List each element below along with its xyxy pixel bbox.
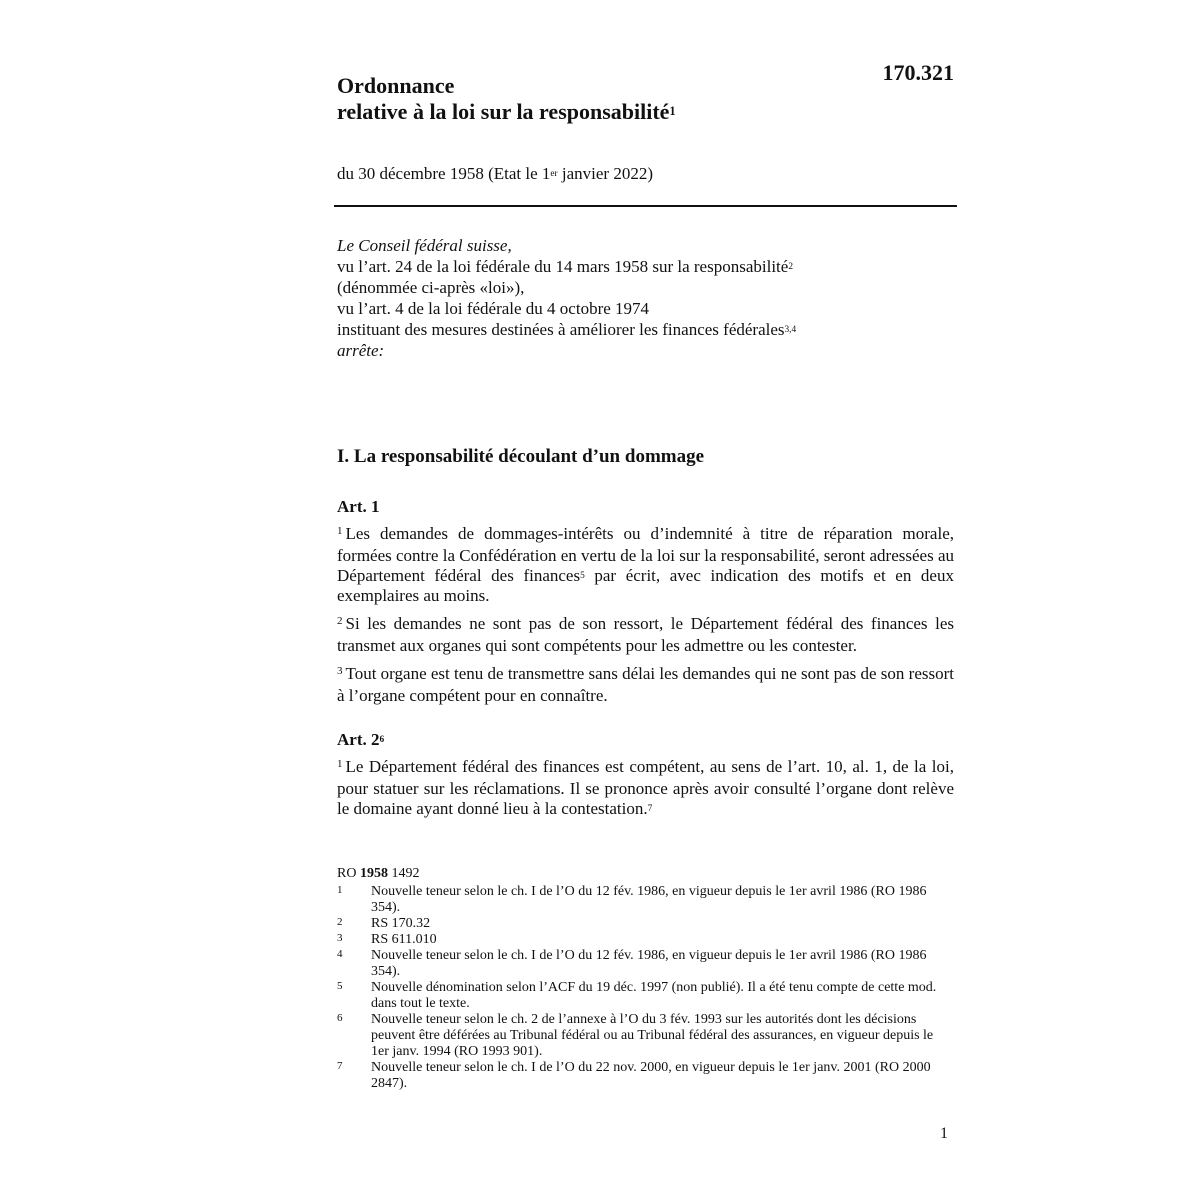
article-heading-text: Art. 2	[337, 730, 380, 749]
paragraph-number: 2	[337, 615, 343, 627]
ro-year: 1958	[359, 866, 388, 881]
article-heading	[337, 730, 954, 750]
paragraph-number: 3	[337, 665, 343, 677]
document-title	[337, 73, 837, 125]
article-heading-text: Art. 1	[337, 497, 380, 516]
paragraph-text: Les demandes de dommages-intérêts ou d’indemnité à titre de réparation morale, formées contre la Confédération en vertu de la loi sur la responsabilité, seront adressées au Département fédéral des finances	[337, 524, 954, 585]
footnote-text: Nouvelle teneur selon le ch. I de l’O du 22 nov. 2000, en vigueur depuis le 1er janv. 2001 (RO 2000 2847).	[371, 1060, 931, 1091]
article-paragraph	[337, 524, 954, 606]
footnote	[337, 1060, 954, 1092]
article-heading	[337, 497, 954, 517]
sr-number: 170.321	[882, 60, 954, 85]
article-paragraph	[337, 757, 954, 819]
footnote-number: 7	[337, 1060, 343, 1072]
footnote-ref[interactable]: 5	[580, 570, 585, 581]
preamble-line-text: vu l’art. 24 de la loi fédérale du 14 mars 1958 sur la responsabilité	[337, 257, 789, 276]
header-divider	[334, 205, 957, 207]
preamble-line	[337, 319, 957, 340]
footnote	[337, 884, 954, 916]
preamble-authority: Le Conseil fédéral suisse,	[337, 236, 512, 255]
footnote-ref[interactable]: 2	[788, 261, 793, 272]
article-1	[337, 497, 954, 714]
paragraph-text: Si les demandes ne sont pas de son ressort, le Département fédéral des finances les transmet aux organes qui sont compétents pour les admettre ou les contester.	[337, 614, 954, 655]
ro-prefix: RO	[337, 866, 360, 881]
footnote-ref[interactable]: 1	[669, 103, 676, 118]
document-date	[337, 164, 653, 184]
footnote	[337, 948, 954, 980]
preamble-line: (dénommée ci-après «loi»),	[337, 278, 525, 297]
footnote-text: Nouvelle teneur selon le ch. I de l’O du 12 fév. 1986, en vigueur depuis le 1er avril 1986 (RO 1986 354).	[371, 884, 927, 915]
footnote-text: Nouvelle dénomination selon l’ACF du 19 déc. 1997 (non publié). Il a été tenu compte de cette mod. dans tout le texte.	[371, 980, 937, 1011]
footnote-text: RS 170.32	[371, 916, 431, 931]
preamble	[337, 235, 957, 361]
article-paragraph	[337, 614, 954, 656]
footnotes	[337, 866, 954, 1092]
paragraph-text: Tout organe est tenu de transmettre sans délai les demandes qui ne sont pas de son ressort à l’organe compétent pour en connaître.	[337, 664, 954, 705]
date-suffix: janvier 2022)	[557, 164, 653, 183]
official-compilation-ref	[337, 866, 954, 882]
footnote	[337, 1012, 954, 1060]
footnote-ref[interactable]: 3,4	[784, 324, 797, 335]
page-number: 1	[940, 1125, 948, 1142]
footnote-number: 5	[337, 980, 343, 992]
footnote-number: 1	[337, 884, 343, 896]
date-prefix: du 30 décembre 1958 (Etat le 1	[337, 164, 551, 183]
footnote	[337, 980, 954, 1012]
footnote	[337, 916, 954, 932]
footnote-number: 6	[337, 1012, 343, 1024]
paragraph-text-continued: par écrit, avec indication des motifs et en deux exemplaires au moins.	[337, 566, 954, 605]
footnote-text: Nouvelle teneur selon le ch. I de l’O du 12 fév. 1986, en vigueur depuis le 1er avril 1986 (RO 1986 354).	[371, 948, 927, 979]
ro-page: 1492	[387, 866, 420, 881]
preamble-decree: arrête:	[337, 341, 385, 360]
article-paragraph	[337, 664, 954, 706]
section-title: I. La responsabilité découlant d’un dommage	[337, 446, 705, 467]
footnote-number: 2	[337, 916, 343, 928]
date-superscript: er	[550, 168, 558, 179]
paragraph-number: 1	[337, 758, 343, 770]
article-2	[337, 730, 954, 827]
preamble-line: vu l’art. 4 de la loi fédérale du 4 octobre 1974	[337, 299, 650, 318]
footnote	[337, 932, 954, 948]
title-line-1: Ordonnance	[337, 73, 455, 98]
footnote-ref[interactable]: 7	[647, 803, 653, 814]
paragraph-text: Le Département fédéral des finances est compétent, au sens de l’art. 10, al. 1, de la loi, pour statuer sur les réclamations. Il se prononce après avoir consulté l’organe dont relève le domaine ayant donné lieu à la contestation.	[337, 757, 954, 818]
title-line-2	[337, 99, 837, 125]
footnote-number: 3	[337, 932, 343, 944]
footnote-text: Nouvelle teneur selon le ch. 2 de l’annexe à l’O du 3 fév. 1993 sur les autorités dont les décisions peuvent être déférées au Tribunal fédéral ou au Tribunal fédéral des assurances, en vigueur depuis le 1er janv. 1994 (RO 1993 901).	[371, 1012, 934, 1059]
footnote-number: 4	[337, 948, 343, 960]
preamble-line	[337, 256, 957, 277]
footnote-text: RS 611.010	[371, 932, 437, 947]
paragraph-number: 1	[337, 525, 343, 537]
footnote-ref[interactable]: 6	[379, 734, 385, 745]
title-line-2-text: relative à la loi sur la responsabilité	[337, 99, 670, 124]
preamble-line-text: instituant des mesures destinées à améliorer les finances fédérales	[337, 320, 785, 339]
